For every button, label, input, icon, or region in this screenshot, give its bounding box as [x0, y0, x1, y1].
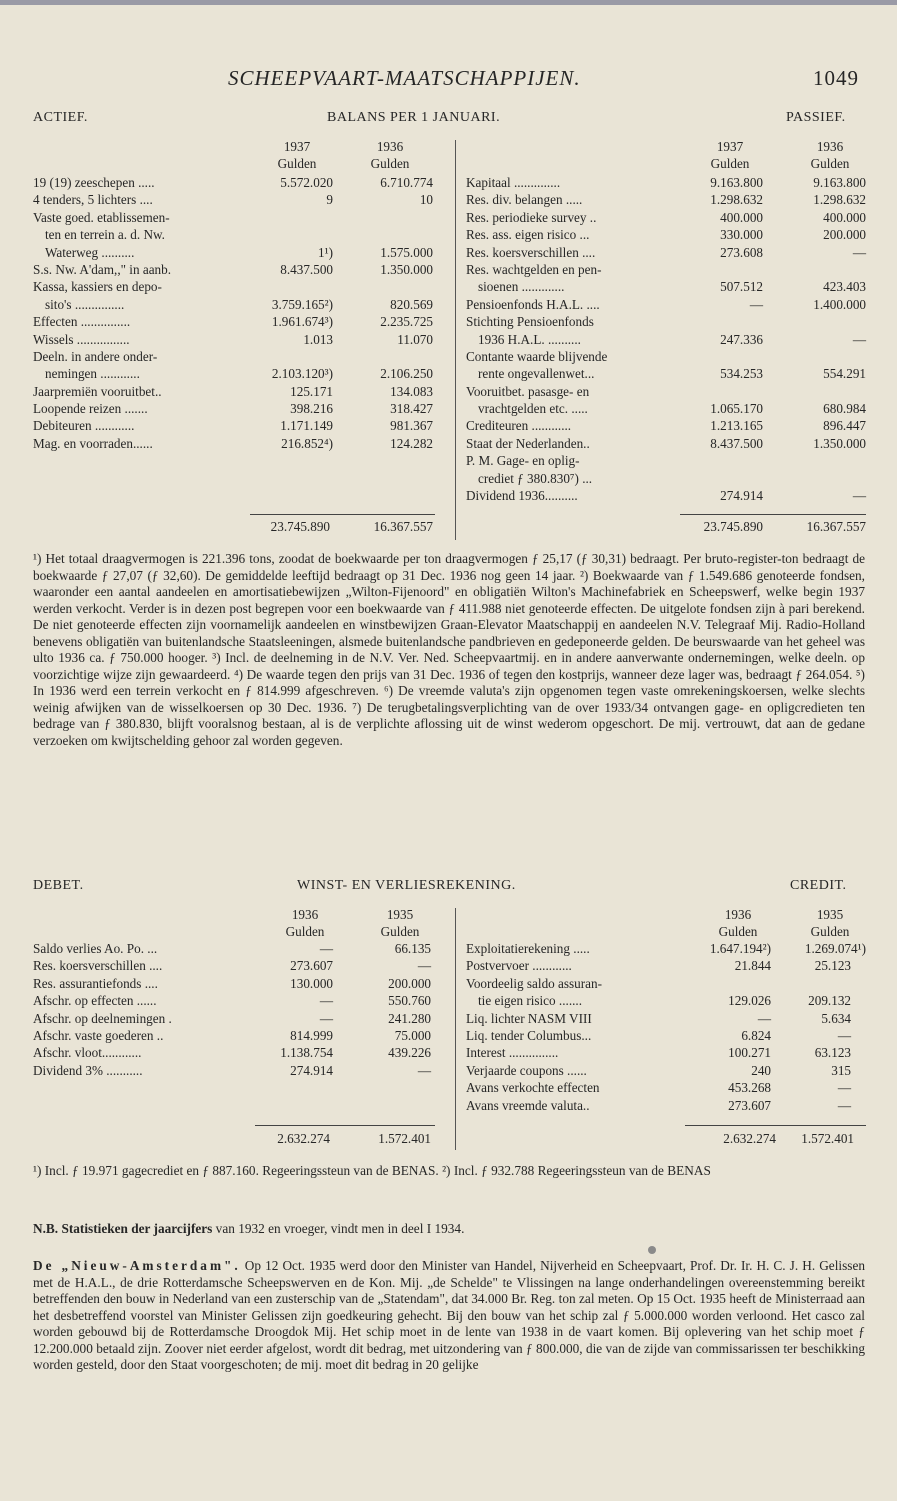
table-row — [466, 992, 866, 1009]
value-1937: 8.437.500 — [280, 261, 333, 277]
row-label: Effecten ............... — [33, 314, 131, 330]
total-1936-credit: 2.632.274 — [723, 1131, 776, 1146]
unit-header: Gulden — [718, 924, 758, 939]
total-1936-debit: 2.632.274 — [277, 1131, 330, 1146]
table-row — [466, 191, 866, 208]
unit-header: Gulden — [810, 924, 850, 939]
total-rule — [685, 1125, 866, 1126]
value-1935: 63.123 — [814, 1045, 851, 1061]
pl-right-heading: CREDIT. — [790, 878, 847, 893]
value-1936: 11.070 — [397, 331, 433, 347]
credit-table — [466, 940, 866, 1114]
value-1935: 75.000 — [394, 1027, 431, 1043]
table-row — [466, 470, 866, 487]
value-1937: 2.103.120³) — [271, 366, 333, 382]
pl-column-divider — [455, 908, 456, 1150]
table-row — [466, 417, 866, 434]
value-1937: 330.000 — [720, 227, 763, 243]
table-row — [466, 174, 866, 191]
table-row — [466, 296, 866, 313]
row-label: ten en terrein a. d. Nw. — [45, 227, 165, 243]
page-number: 1049 — [813, 66, 859, 90]
value-1935: — — [417, 958, 431, 974]
row-label: Saldo verlies Ao. Po. ... — [33, 941, 158, 956]
row-label: Liq. tender Columbus... — [466, 1027, 592, 1043]
table-row — [33, 992, 433, 1009]
table-row — [33, 940, 433, 957]
row-label: Crediteuren ............ — [466, 418, 572, 434]
unit-header: Gulden — [810, 156, 850, 171]
value-1937: 1¹) — [318, 244, 333, 260]
row-label: Debiteuren ............ — [33, 418, 135, 434]
table-row — [466, 226, 866, 243]
value-1937: 534.253 — [720, 366, 763, 382]
total-1935-debit: 1.572.401 — [378, 1131, 431, 1146]
table-row — [466, 365, 866, 382]
top-edge-strip — [0, 0, 897, 5]
value-1935: 1.269.074¹) — [804, 941, 866, 956]
value-1937: 8.437.500 — [710, 435, 763, 451]
value-1937: 1.065.170 — [710, 401, 763, 417]
value-1937: 398.216 — [290, 401, 333, 417]
value-1936: — — [757, 1010, 771, 1026]
table-row — [33, 174, 433, 191]
row-label: Liq. lichter NASM VIII — [466, 1010, 592, 1026]
row-label: Res. ass. eigen risico ... — [466, 227, 590, 243]
table-row — [466, 957, 866, 974]
value-1936: 318.427 — [390, 401, 433, 417]
row-label: vrachtgelden etc. ..... — [478, 401, 588, 417]
value-1937: 9.163.800 — [710, 175, 763, 190]
row-label: Pensioenfonds H.A.L. .... — [466, 296, 600, 312]
table-row — [466, 940, 866, 957]
total-rule — [255, 1125, 435, 1126]
table-row — [33, 348, 433, 365]
value-1935: 550.760 — [388, 993, 431, 1009]
row-label: Avans vreemde valuta.. — [466, 1097, 590, 1113]
value-1937: 400.000 — [720, 209, 763, 225]
table-row — [33, 331, 433, 348]
table-row — [33, 400, 433, 417]
page-title: SCHEEPVAART-MAATSCHAPPIJEN. — [228, 66, 581, 90]
value-1936: 981.367 — [390, 418, 433, 434]
value-1936: 21.844 — [734, 958, 771, 974]
table-row — [466, 1044, 866, 1061]
total-1936-assets: 16.367.557 — [373, 519, 433, 534]
value-1937: 1.298.632 — [710, 192, 763, 208]
value-1936: 10 — [419, 192, 433, 208]
table-row — [466, 435, 866, 452]
row-label: Postvervoer ............ — [466, 958, 572, 974]
row-label: Afschr. op effecten ...... — [33, 993, 157, 1009]
value-1935: — — [837, 1080, 851, 1096]
total-rule — [680, 514, 866, 515]
value-1936: 273.607 — [290, 958, 333, 974]
balance-footnotes: ¹) Het totaal draagvermogen is 221.396 tons, zoodat de boekwaarde per ton draagvermogen ƒ 25,17 (ƒ 30,31) bedraagt. Per bruto-register-ton bedraagt de boekwaarde ƒ 27,07 (ƒ 32,60). De gemiddelde leeftijd bedraagt op 31 Dec. 1936 nog geen 14 jaar. ²) Boekwaarde van ƒ 1.549.686 genoteerde fondsen, waaronder een aantal aandeelen en amortisatiebewijzen „Wilton-Fijenoord" en obligatiën Wilton's Machinefabriek en Scheepswerf, welke begin 1937 werden verkocht. Verder is in dezen post begrepen voor een boekwaarde van ƒ 411.988 niet genoteerde effecten. De uitgelote fondsen zijn à pari berekend. De niet genoteerde effecten zijn voornamelijk aandeelen en winstbewijzen Graan-Elevator Maatschappij en aandeelen N.V. Telegraaf Mij. Radio-Holland benevens obligatiën van buitenlandsche Staatsleeningen, alsmede buitenlandsche pandbrieven en gedeponeerde gelden. De beurswaarde van het geheel was ulto 1936 ca. ƒ 750.000 hooger. ³) Incl. de deelneming in de N.V. Ver. Ned. Scheepvaartmij. en in andere aanverwante ondernemingen, welke deeln. op voorzichtige wijze zijn gewaardeerd. ⁴) De waarde tegen den prijs van 31 Dec. 1936 of tegen den kostprijs, wanneer deze lager was, bedraagt ƒ 264.054. ⁵) In 1936 werd een terrein verkocht en ƒ 814.999 afgeschreven. ⁶) De vreemde valuta's zijn opgenomen tegen vaste omrekeningskoersen, welke slechts weinig afwijken van de wisselkoersen op 30 Dec. 1936. ⁷) De terugbetalingsverplichting van de over 1933/34 ontvangen gage- en opligcredieten ten bedrage van ƒ 380.830, blijft vooralsnog bestaan, al is de verplichte aflossing uit de winst wederom opgeschort. De mij. vertrouwt, dat aan de gedane verzoeken om kwijtschelding gehoor zal worden gegeven. — [33, 551, 865, 748]
row-label: rente ongevallenwet... — [478, 366, 595, 382]
total-rule — [250, 514, 435, 515]
year-header: 1935 — [816, 907, 844, 922]
row-label: Kapitaal .............. — [466, 175, 561, 190]
row-label: 4 tenders, 5 lichters .... — [33, 192, 153, 208]
table-row — [466, 1097, 866, 1114]
table-row — [466, 1062, 866, 1079]
table-row — [466, 313, 866, 330]
value-1936: 240 — [751, 1062, 771, 1078]
row-label: Interest ............... — [466, 1045, 559, 1061]
value-1936: 423.403 — [823, 279, 866, 295]
value-1937: 507.512 — [720, 279, 763, 295]
value-1936: 129.026 — [728, 993, 771, 1009]
row-label: Afschr. op deelnemingen . — [33, 1010, 172, 1026]
value-1935: — — [417, 1062, 431, 1078]
value-1935: 25.123 — [814, 958, 851, 974]
balance-title: BALANS PER 1 JANUARI. — [327, 110, 501, 125]
value-1937: 247.336 — [720, 331, 763, 347]
table-row — [33, 975, 433, 992]
row-label: Dividend 1936.......... — [466, 488, 578, 504]
row-label: Jaarpremiën vooruitbet.. — [33, 383, 162, 399]
value-1937: 3.759.165²) — [271, 296, 333, 312]
unit-header: Gulden — [380, 924, 420, 939]
value-1935: — — [837, 1097, 851, 1113]
year-header: 1937 — [283, 139, 311, 154]
balance-right-heading: PASSIEF. — [786, 110, 846, 125]
debit-table — [33, 940, 433, 1079]
table-row — [466, 1079, 866, 1096]
row-label: Verjaarde coupons ...... — [466, 1062, 587, 1078]
unit-header: Gulden — [285, 924, 325, 939]
row-label: crediet ƒ 380.830⁷) ... — [478, 470, 593, 486]
table-row — [33, 1062, 433, 1079]
value-1936: 200.000 — [823, 227, 866, 243]
value-1936: 554.291 — [823, 366, 866, 382]
value-1936: 273.607 — [728, 1097, 771, 1113]
row-label: Res. assurantiefonds .... — [33, 975, 158, 991]
nb-note — [33, 1221, 464, 1237]
total-1935-credit: 1.572.401 — [801, 1131, 854, 1146]
table-row — [466, 348, 866, 365]
value-1936: 896.447 — [823, 418, 866, 434]
value-1936: 2.235.725 — [380, 314, 433, 330]
value-1935: 315 — [831, 1062, 851, 1078]
value-1937: 273.608 — [720, 244, 763, 260]
table-row — [33, 209, 433, 226]
table-row — [466, 1027, 866, 1044]
table-row — [33, 278, 433, 295]
value-1937: — — [749, 296, 763, 312]
value-1936: 453.268 — [728, 1080, 771, 1096]
value-1937: 1.171.149 — [280, 418, 333, 434]
article-body: Op 12 Oct. 1935 werd door den Minister van Handel, Nijverheid en Scheepvaart, Prof. Dr. Ir. H. C. J. H. Gelissen met de H.A.L., de drie Rotterdamsche Scheepswerven en de Kon. Mij. „de Schelde" te Vlissingen na lange onderhandelingen overeenstemming bereikt betreffenden den bouw in Nederland van een zusterschip van de „Statendam", dat 34.000 Br. Reg. ton zal meten. Op 15 Oct. 1935 heeft de Ministerraad aan het desbetreffend voorstel van Minister Gelissen zijn goedkeuring gehecht. Bij den bouw van het schip zal ƒ 5.000.000 worden verloond. Het casco zal worden gebouwd bij de Rotterdamsche Droogdok Mij. Het schip moet in de lente van 1938 in de vaart komen. Bij oplevering van het schip moet ƒ 12.200.000 betaald zijn. Zoover niet eerder afgelost, wordt dit bedrag, met uitzondering van ƒ 800.000, die van de zijde van commissarissen ter beschikking worden gesteld, door den Staat voorgeschoten; de mij. moet dit bedrag in 20 gelijke — [33, 1258, 865, 1372]
table-row — [466, 383, 866, 400]
row-label: Deeln. in andere onder- — [33, 348, 158, 364]
value-1936: 400.000 — [823, 209, 866, 225]
value-1935: 439.226 — [388, 1045, 431, 1061]
table-row — [33, 365, 433, 382]
year-header: 1936 — [816, 139, 844, 154]
table-row — [466, 975, 866, 992]
value-1936: 1.350.000 — [380, 261, 433, 277]
year-header: 1937 — [716, 139, 744, 154]
nb-text: van 1932 en vroeger, vindt men in deel I 1934. — [212, 1221, 465, 1236]
value-1936: 6.824 — [741, 1027, 771, 1043]
pl-left-heading: DEBET. — [33, 878, 84, 893]
value-1937: 5.572.020 — [280, 175, 333, 190]
value-1935: 200.000 — [388, 975, 431, 991]
row-label: Mag. en voorraden...... — [33, 435, 153, 451]
value-1935: 5.634 — [821, 1010, 851, 1026]
row-label: Afschr. vaste goederen .. — [33, 1027, 164, 1043]
pl-title: WINST- EN VERLIESREKENING. — [297, 878, 516, 893]
balance-left-heading: ACTIEF. — [33, 110, 88, 125]
table-row — [33, 957, 433, 974]
unit-header: Gulden — [277, 156, 317, 171]
liabilities-table — [466, 174, 866, 504]
table-row — [466, 1010, 866, 1027]
row-label: Res. periodieke survey .. — [466, 209, 597, 225]
table-row — [33, 226, 433, 243]
row-label: Res. wachtgelden en pen- — [466, 261, 602, 277]
value-1936: 6.710.774 — [380, 175, 433, 190]
value-1936: 680.984 — [823, 401, 866, 417]
value-1936: 100.271 — [728, 1045, 771, 1061]
total-1937-liabilities: 23.745.890 — [703, 519, 763, 534]
value-1936: 1.647.194²) — [709, 941, 771, 956]
table-row — [466, 261, 866, 278]
value-1937: 274.914 — [720, 488, 763, 504]
value-1935: 209.132 — [808, 993, 851, 1009]
unit-header: Gulden — [710, 156, 750, 171]
table-row — [466, 331, 866, 348]
table-row — [33, 261, 433, 278]
value-1936: 134.083 — [390, 383, 433, 399]
row-label: sito's ............... — [45, 296, 125, 312]
balance-column-divider — [455, 140, 456, 540]
value-1936: — — [852, 331, 866, 347]
year-header: 1936 — [376, 139, 404, 154]
row-label: P. M. Gage- en oplig- — [466, 453, 580, 469]
table-row — [33, 1044, 433, 1061]
row-label: S.s. Nw. A'dam,," in aanb. — [33, 261, 172, 277]
total-1936-liabilities: 16.367.557 — [806, 519, 866, 534]
table-row — [33, 313, 433, 330]
table-row — [466, 278, 866, 295]
value-1935: 241.280 — [388, 1010, 431, 1026]
row-label: Dividend 3% ........... — [33, 1062, 143, 1078]
table-row — [466, 487, 866, 504]
table-row — [466, 244, 866, 261]
row-label: 1936 H.A.L. .......... — [478, 331, 581, 347]
value-1936: 274.914 — [290, 1062, 333, 1078]
unit-header: Gulden — [370, 156, 410, 171]
row-label: Voordeelig saldo assuran- — [466, 975, 602, 991]
row-label: Res. koersverschillen .... — [33, 958, 163, 974]
row-label: Vooruitbet. pasasge- en — [466, 383, 590, 399]
article-lead: De „Nieuw-Amsterdam". — [33, 1258, 241, 1273]
value-1937: 1.961.674³) — [271, 314, 333, 330]
value-1935: — — [837, 1027, 851, 1043]
value-1936: 1.138.754 — [280, 1045, 333, 1061]
row-label: Loopende reizen ....... — [33, 401, 148, 417]
table-row — [33, 191, 433, 208]
value-1937: 125.171 — [290, 383, 333, 399]
table-row — [33, 435, 433, 452]
value-1936: 2.106.250 — [380, 366, 433, 382]
value-1936: 814.999 — [290, 1027, 333, 1043]
row-label: Kassa, kassiers en depo- — [33, 279, 162, 295]
value-1937: 9 — [326, 192, 333, 208]
row-label: sioenen ............. — [478, 279, 565, 295]
value-1937: 1.213.165 — [710, 418, 763, 434]
row-label: 19 (19) zeeschepen ..... — [33, 175, 155, 190]
value-1937: 216.852⁴) — [281, 435, 333, 451]
table-row — [33, 417, 433, 434]
value-1936: 124.282 — [390, 435, 433, 451]
value-1936: 1.350.000 — [813, 435, 866, 451]
value-1935: 66.135 — [394, 941, 431, 956]
table-row — [33, 383, 433, 400]
value-1936: — — [852, 488, 866, 504]
row-label: tie eigen risico ....... — [478, 993, 583, 1009]
row-label: Res. koersverschillen .... — [466, 244, 596, 260]
value-1936: 1.400.000 — [813, 296, 866, 312]
table-row — [33, 1010, 433, 1027]
value-1937: 1.013 — [303, 331, 333, 347]
pl-footnotes: ¹) Incl. ƒ 19.971 gagecrediet en ƒ 887.160. Regeeringssteun van de BENAS. ²) Incl. ƒ 932.788 Regeeringssteun van de BENAS — [33, 1163, 711, 1178]
row-label: Res. div. belangen ..... — [466, 192, 583, 208]
table-row — [466, 400, 866, 417]
row-label: Wissels ................ — [33, 331, 130, 347]
total-1937-assets: 23.745.890 — [270, 519, 330, 534]
row-label: Afschr. vloot............ — [33, 1045, 142, 1061]
value-1936: 820.569 — [390, 296, 433, 312]
year-header: 1935 — [386, 907, 414, 922]
article-paragraph — [33, 1258, 865, 1374]
row-label: Avans verkochte effecten — [466, 1080, 600, 1096]
value-1936: — — [852, 244, 866, 260]
value-1936: 1.575.000 — [380, 244, 433, 260]
table-row — [466, 452, 866, 469]
value-1936: — — [319, 1010, 333, 1026]
row-label: nemingen ............ — [45, 366, 140, 382]
row-label: Vaste goed. etablissemen- — [33, 209, 170, 225]
table-row — [33, 296, 433, 313]
row-label: Staat der Nederlanden.. — [466, 435, 590, 451]
section-dot — [648, 1246, 656, 1254]
value-1936: — — [319, 941, 333, 956]
value-1936: 9.163.800 — [813, 175, 866, 190]
nb-lead: N.B. Statistieken der jaarcijfers — [33, 1221, 213, 1236]
table-row — [466, 209, 866, 226]
row-label: Contante waarde blijvende — [466, 348, 608, 364]
value-1936: 130.000 — [290, 975, 333, 991]
row-label: Waterweg .......... — [45, 244, 135, 260]
row-label: Stichting Pensioenfonds — [466, 314, 594, 330]
value-1936: — — [319, 993, 333, 1009]
row-label: Exploitatierekening ..... — [466, 941, 590, 956]
table-row — [33, 1027, 433, 1044]
table-row — [33, 244, 433, 261]
value-1936: 1.298.632 — [813, 192, 866, 208]
year-header: 1936 — [291, 907, 319, 922]
assets-table — [33, 174, 433, 452]
year-header: 1936 — [724, 907, 752, 922]
